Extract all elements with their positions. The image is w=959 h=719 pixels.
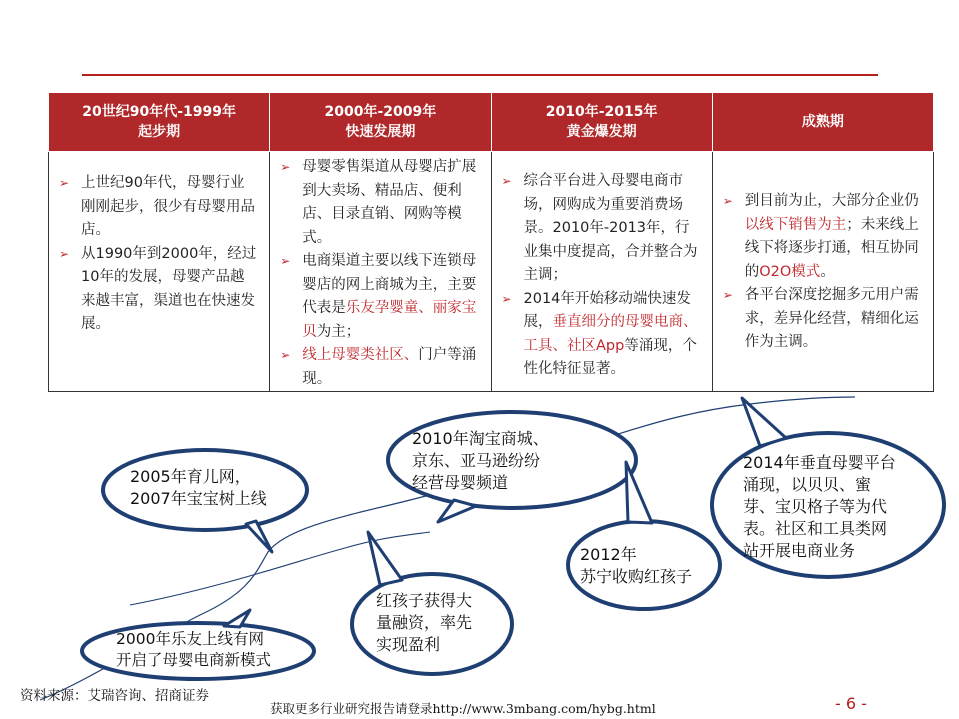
source-note: 资料来源：艾瑞咨询、招商证券 <box>20 688 209 704</box>
highlight-text: 以线下销售为主 <box>744 216 847 233</box>
header-stage-4: 成熟期 <box>712 93 933 152</box>
bullet-item: ➢ 母婴零售渠道从母婴店扩展到大卖场、精品店、便利店、目录直销、网购等模式。 <box>270 156 480 250</box>
event-2005-label: 2005年育儿网， 2007年宝宝树上线 <box>130 467 267 508</box>
event-2000-label: 2000年乐友上线有网 开启了母婴电商新模式 <box>116 630 272 669</box>
page-number: - 6 - <box>835 694 867 713</box>
event-2010-label: 2010年淘宝商城、 京东、亚马逊纷纷 经营母婴频道 <box>412 429 549 492</box>
bullet-item: ➢ 各平台深度挖掘多元用户需求，差异化经营，精细化运作为主调。 <box>713 284 919 355</box>
bullet-item: ➢ 到目前为止，大部分企业仍以线下销售为主；未来线上线下将逐步打通，相互协同的O2O模式。 <box>713 190 919 284</box>
event-2014-label: 2014年垂直母婴平台 涌现，以贝贝、蜜 芽、宝贝格子等为代 表。社区和工具类网 站开展电商业务 <box>743 453 896 560</box>
bullet-item: ➢ 综合平台进入母婴电商市场，网购成为重要消费场景。2010年-2013年，行业集中度提高，合并整合为主调； <box>492 170 702 288</box>
header-stage-2: 2000年-2009年 快速发展期 <box>270 93 491 152</box>
header-stage-1: 20世纪90年代-1999年 起步期 <box>49 93 270 152</box>
highlight-text: 线上母婴类社区、 <box>302 347 419 363</box>
event-honghaizi-label: 红孩子获得大 量融资，率先 实现盈利 <box>376 591 473 654</box>
bullet-item: ➢ 2014年开始移动端快速发展，垂直细分的母婴电商、工具、社区App等涌现，个性化特征显著。 <box>492 288 702 382</box>
header-stage-3: 2010年-2015年 黄金爆发期 <box>491 93 712 152</box>
bullet-item: ➢ 电商渠道主要以线下连锁母婴店的网上商城为主，主要代表是乐友孕婴童、丽家宝贝为主； <box>270 250 480 344</box>
highlight-text: 垂直细分的母婴电商、工具、社区App <box>523 314 698 354</box>
bullet-item: ➢ 从1990年到2000年，经过10年的发展，母婴产品越来越丰富，渠道也在快速发展。 <box>49 243 257 337</box>
footer-link-text: 获取更多行业研究报告请登录http://www.3mbang.com/hybg.html <box>270 701 656 716</box>
event-2012-label: 2012年 苏宁收购红孩子 <box>580 545 693 586</box>
bullet-item: ➢ 上世纪90年代，母婴行业刚刚起步，很少有母婴用品店。 <box>49 172 257 243</box>
highlight-text: 乐友孕婴童、丽家宝贝 <box>302 300 477 340</box>
highlight-text: O2O模式 <box>759 263 821 280</box>
bullet-item: ➢ 线上母婴类社区、门户等涌现。 <box>270 344 480 391</box>
